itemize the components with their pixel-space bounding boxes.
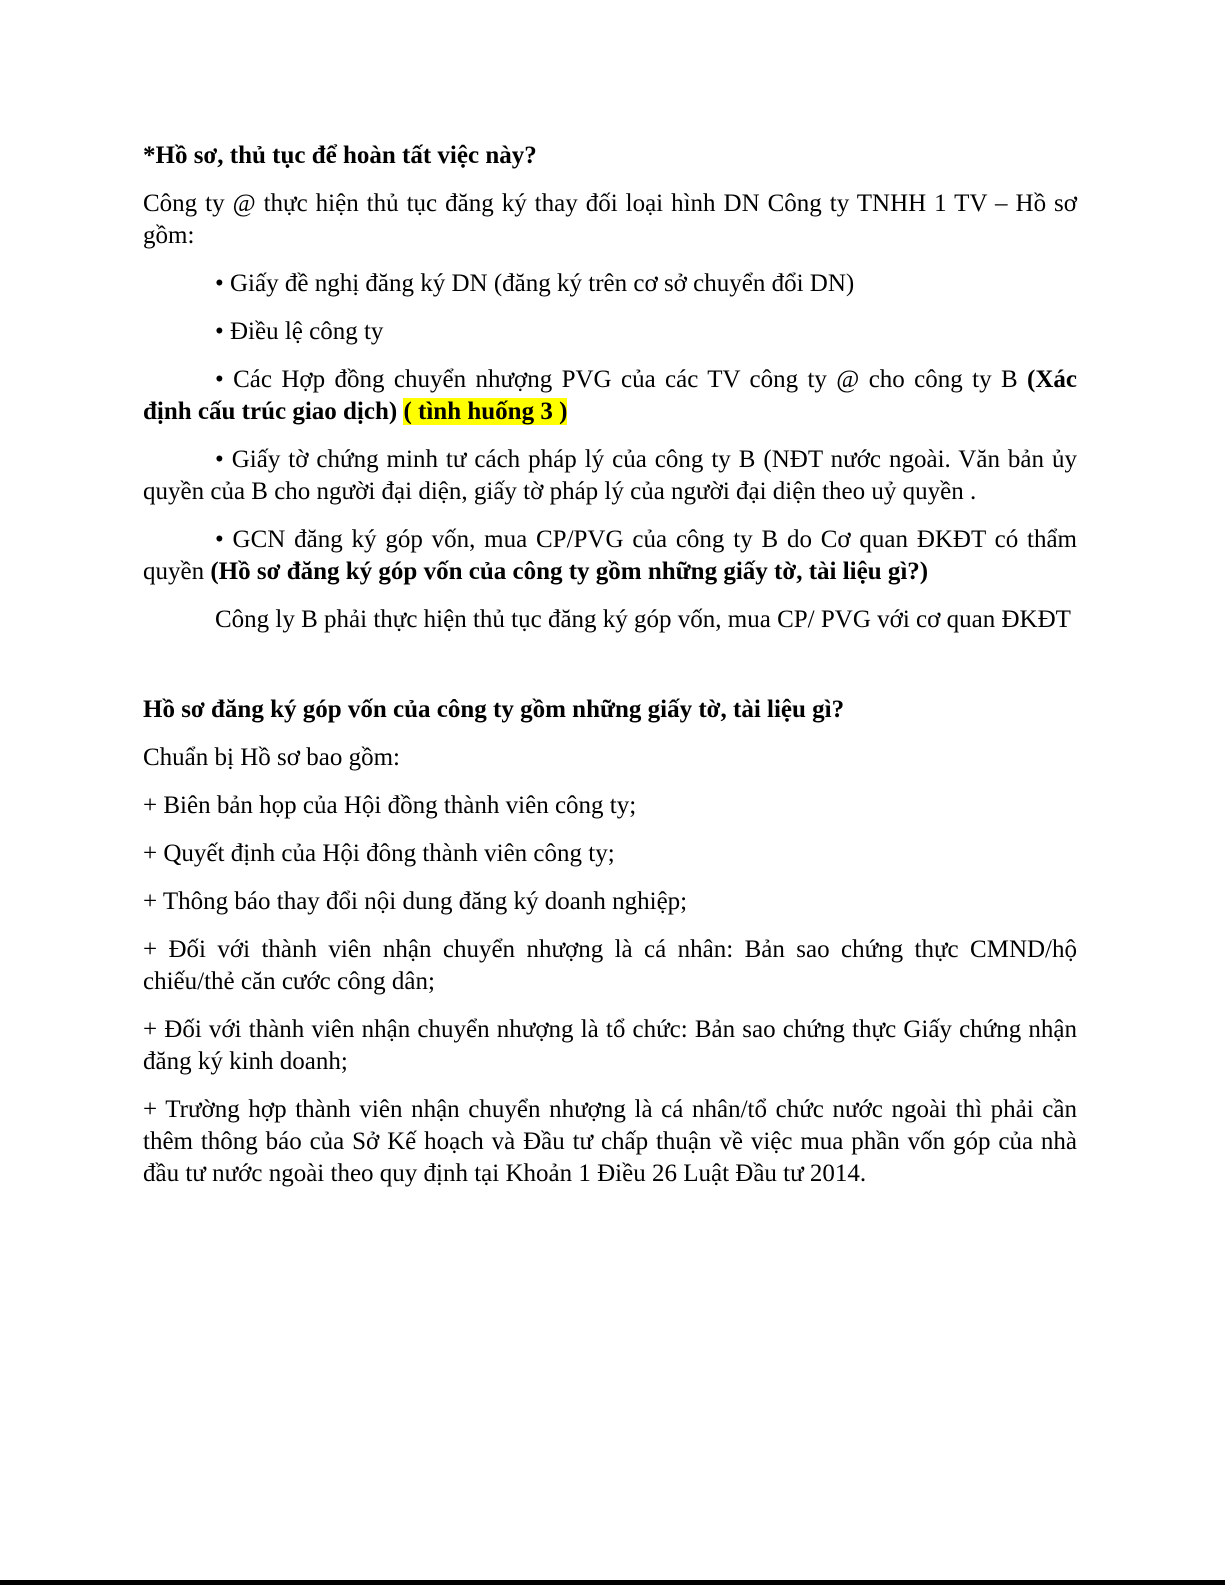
section1-heading: *Hồ sơ, thủ tục để hoàn tất việc này? (143, 142, 537, 169)
highlight-note: ( tình huống 3 ) (403, 398, 568, 425)
list-item: + Đối với thành viên nhận chuyển nhượng là tổ chức: Bản sao chứng thực Giấy chứng nhận đăng ký kinh doanh; (143, 1016, 1077, 1075)
page-bottom-border (0, 1580, 1225, 1585)
section1-intro: Công ty @ thực hiện thủ tục đăng ký thay đối loại hình DN Công ty TNHH 1 TV – Hồ sơ gồm: (143, 190, 1077, 249)
list-item: + Biên bản họp của Hội đồng thành viên công ty; (143, 792, 637, 819)
document-page (143, 140, 1077, 1206)
bold-note: (Hồ sơ đăng ký góp vốn của công ty gồm những giấy tờ, tài liệu gì?) (210, 558, 929, 585)
list-item: + Trường hợp thành viên nhận chuyển nhượng là cá nhân/tổ chức nước ngoài thì phải cần thêm thông báo của Sở Kế hoạch và Đầu tư chấp thuận về việc mua phần vốn góp của nhà đầu tư nước ngoài theo quy định tại Khoản 1 Điều 26 Luật Đầu tư 2014. (143, 1096, 1077, 1187)
list-item: + Đối với thành viên nhận chuyển nhượng là cá nhân: Bản sao chứng thực CMND/hộ chiếu/thẻ căn cước công dân; (143, 936, 1077, 995)
section1-note: Công ly B phải thực hiện thủ tục đăng ký góp vốn, mua CP/ PVG với cơ quan ĐKĐT (215, 606, 1071, 633)
section2-heading: Hồ sơ đăng ký góp vốn của công ty gồm những giấy tờ, tài liệu gì? (143, 696, 845, 723)
bold-note: (Xác định cấu trúc giao dịch) (143, 366, 1077, 425)
list-item: • Giấy đề nghị đăng ký DN (đăng ký trên cơ sở chuyển đổi DN) (215, 270, 855, 297)
section2-intro: Chuẩn bị Hồ sơ bao gồm: (143, 744, 400, 771)
list-item: + Thông báo thay đổi nội dung đăng ký doanh nghiệp; (143, 888, 688, 915)
list-item: • Giấy tờ chứng minh tư cách pháp lý của công ty B (NĐT nước ngoài. Văn bản ủy quyền của B cho người đại diện, giấy tờ pháp lý của người đại diện theo uỷ quyền . (143, 446, 1077, 505)
list-item: • Điều lệ công ty (215, 318, 384, 345)
list-item: • GCN đăng ký góp vốn, mua CP/PVG của công ty B do Cơ quan ĐKĐT có thẩm quyền (Hồ sơ đăng ký góp vốn của công ty gồm những giấy tờ, tài liệu gì?) (143, 526, 1077, 585)
list-item: + Quyết định của Hội đông thành viên công ty; (143, 840, 615, 867)
list-item: • Các Hợp đồng chuyển nhượng PVG của các TV công ty @ cho công ty B (Xác định cấu trúc giao dịch) ( tình huống 3 ) (143, 366, 1077, 425)
spacer (143, 652, 1077, 694)
